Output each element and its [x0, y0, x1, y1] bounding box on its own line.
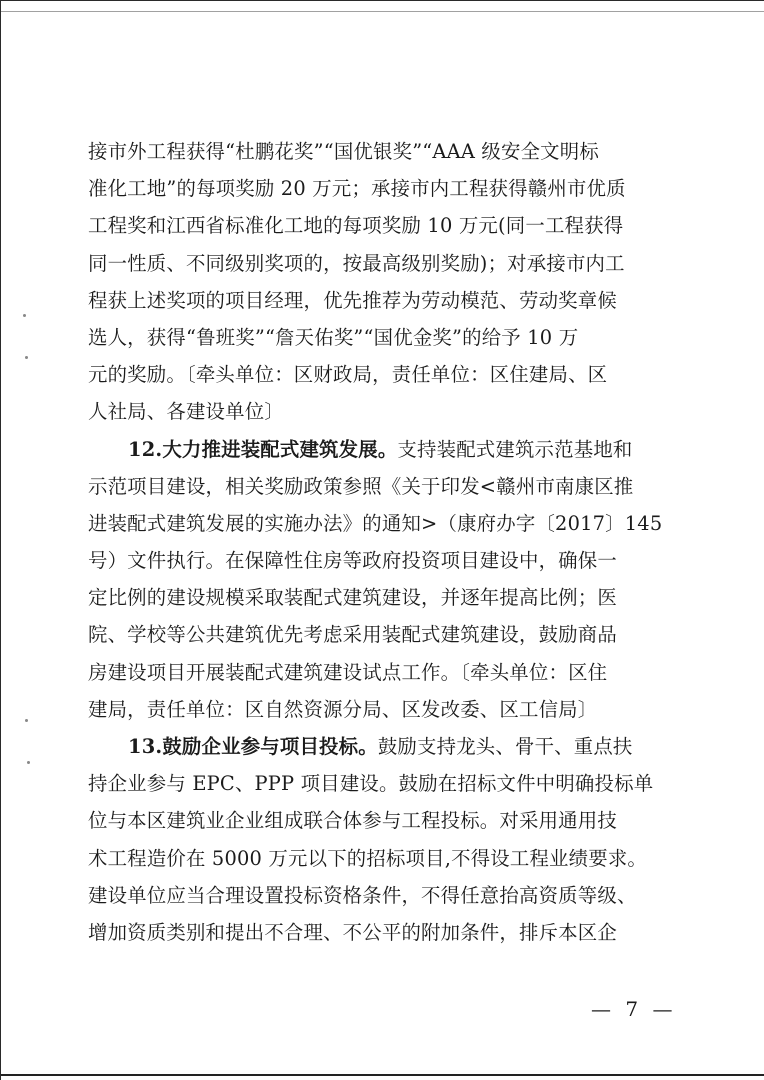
scan-top-edge	[1, 11, 764, 12]
text-line: 接市外工程获得“杜鹏花奖”“国优银奖”“AAA 级安全文明标	[88, 140, 599, 163]
item-12-heading: 12.大力推进装配式建筑发展。	[128, 437, 398, 461]
item-12-first-line-text: 支持装配式建筑示范基地和	[397, 437, 633, 461]
item-13-first-line	[88, 728, 668, 765]
text-line: 位与本区建筑业企业组成联合体参与工程投标。对采用通用技	[88, 809, 617, 833]
page-number: — 7 —	[591, 997, 677, 1021]
text-line: 院、学校等公共建筑优先考虑采用装配式建筑建设，鼓励商品	[88, 623, 617, 647]
text-line: 元的奖励。〔牵头单位：区财政局，责任单位：区住建局、区	[88, 363, 608, 387]
text-line: 选人，获得“鲁班奖”“詹天佑奖”“国优金奖”的给予 10 万	[88, 325, 579, 349]
scan-speck	[27, 761, 30, 764]
text-line: 建局，责任单位：区自然资源分局、区发改委、区工信局〕	[88, 697, 598, 721]
text-line: 持企业参与 EPC、PPP 项目建设。鼓励在招标文件中明确投标单	[88, 772, 654, 796]
scan-speck	[23, 314, 26, 317]
text-line: 示范项目建设，相关奖励政策参照《关于印发<赣州市南康区推	[88, 474, 634, 498]
item-13-first-line-text: 鼓励支持龙头、骨干、重点扶	[377, 735, 633, 758]
item-12-first-line	[88, 431, 668, 468]
item-12-paragraph	[88, 431, 668, 729]
paragraph-1	[88, 133, 668, 431]
document-body	[88, 133, 668, 951]
item-13-paragraph	[88, 728, 668, 951]
text-line: 定比例的建设规模采取装配式建筑建设，并逐年提高比例；医	[88, 586, 617, 610]
text-line: 建设单位应当合理设置投标资格条件，不得任意抬高资质等级、	[88, 883, 637, 907]
scan-speck	[25, 356, 28, 359]
text-line: 增加资质类别和提出不合理、不公平的附加条件，排斥本区企	[88, 920, 617, 944]
text-line: 同一性质、不同级别奖项的，按最高级别奖励)；对承接市内工	[88, 251, 625, 275]
scan-bottom-edge	[1, 1074, 764, 1076]
text-line: 号）文件执行。在保障性住房等政府投资项目建设中，确保一	[88, 549, 617, 573]
text-line: 程获上述奖项的项目经理，优先推荐为劳动模范、劳动奖章候	[88, 288, 617, 312]
text-line: 工程奖和江西省标准化工地的每项奖励 10 万元(同一工程获得	[88, 214, 624, 238]
text-line: 术工程造价在 5000 万元以下的招标项目,不得设工程业绩要求。	[88, 846, 648, 870]
text-line: 人社局、各建设单位〕	[88, 400, 284, 424]
item-13-heading: 13.鼓励企业参与项目投标。	[128, 735, 378, 758]
scan-speck	[25, 719, 28, 722]
text-line: 准化工地”的每项奖励 20 万元；承接市内工程获得赣州市优质	[88, 177, 626, 201]
text-line: 房建设项目开展装配式建筑建设试点工作。〔牵头单位：区住	[88, 660, 608, 684]
text-line: 进装配式建筑发展的实施办法》的通知>（康府办字〔2017〕145	[88, 511, 663, 535]
